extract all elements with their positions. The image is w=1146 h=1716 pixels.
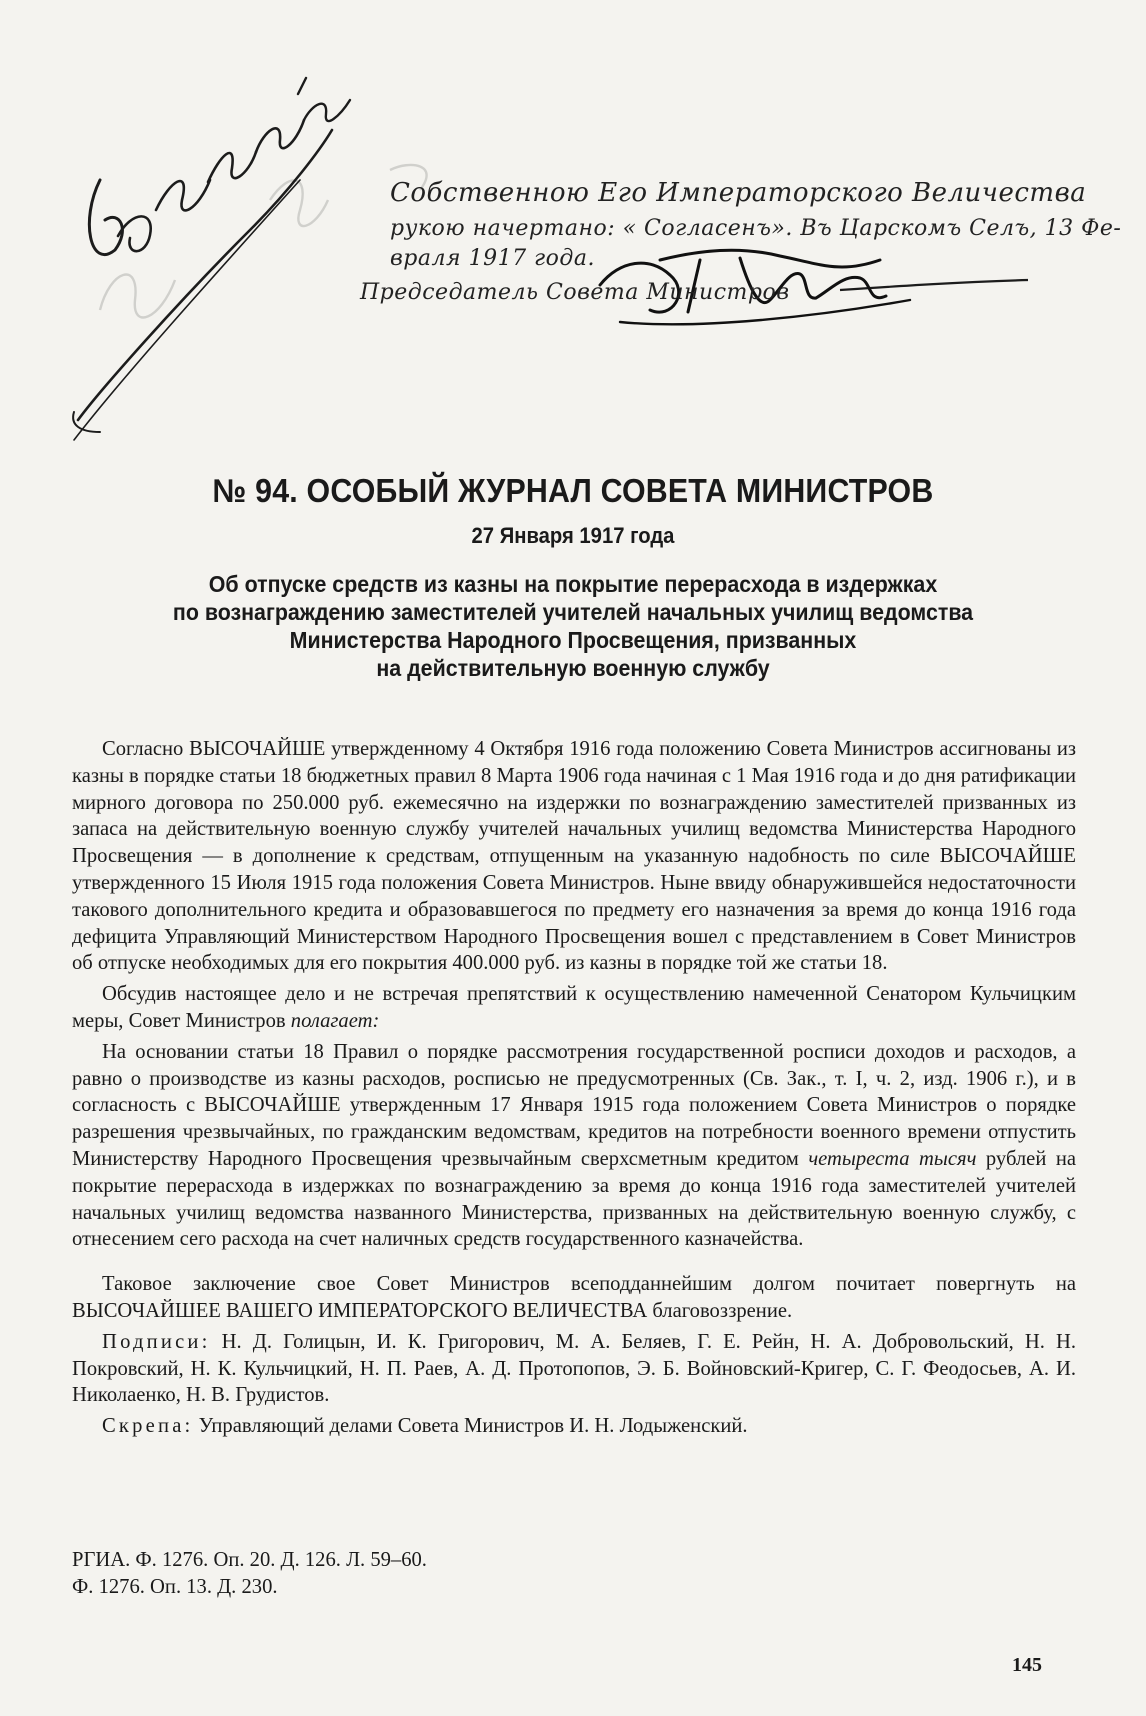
margin-resolution-handwriting (73, 78, 350, 440)
handwritten-line-4: Председатель Совета Министров (360, 280, 790, 305)
archive-reference-2: Ф. 1276. Оп. 13. Д. 230. (72, 1576, 278, 1598)
paragraph-3-italic: четыреста тысяч (808, 1147, 977, 1170)
skrepa-paragraph (72, 1413, 1076, 1440)
subject-line: Об отпуске средств из казны на покрытие перерасхода в издержках (208, 571, 938, 597)
handwritten-line-1: Собственною Его Императорского Величества (390, 178, 1087, 208)
paragraph-2-text: Обсудив настоящее дело и не встречая препятствий к осуществлению намеченной Сенатором Кульчицким меры, Совет Министров (72, 983, 1076, 1032)
archive-reference-1: РГИА. Ф. 1276. Оп. 20. Д. 126. Л. 59–60. (72, 1549, 427, 1571)
paragraph-3-part1: На основании статьи 18 Правил о порядке рассмотрения государственной росписи доходов и расходов, а равно о производстве из казны расходов, росписью не предусмотренных (Св. Зак., т. I, ч. 2, изд. 1906 г.), и в согласность с ВЫСОЧАЙШЕ утвержденным 17 Января 1915 года положением Совета Министров о порядке разрешения чрезвычайных, по гражданским ведомствам, кредитов на потребности военного времени отпустить Министерству Народного Просвещения чрезвычайным сверхсметным кредитом (72, 1040, 1076, 1170)
skrepa-text: Управляющий делами Совета Министров И. Н. Лодыженский. (193, 1415, 748, 1438)
document-title: № 94. ОСОБЫЙ ЖУРНАЛ СОВЕТА МИНИСТРОВ (212, 472, 934, 509)
handwritten-resolution (60, 60, 1122, 500)
signatures-list: Н. Д. Голицын, И. К. Григорович, М. А. Беляев, Г. Е. Рейн, Н. А. Добровольский, Н. Н. Покровский, Н. К. Кульчицкий, Н. П. Раев, А. Д. Протопопов, Э. Б. Войновский-Кригер, С. Г. Феодосьев, А. И. Николаенко, Н. В. Грудистов. (72, 1330, 1076, 1407)
page-number: 145 (1012, 1654, 1042, 1676)
document-body (72, 736, 1076, 1440)
handwritten-line-2: рукою начертано: « Согласенъ». Въ Царскомъ Селъ, 13 Фе- (390, 216, 1122, 241)
paragraph-3-part2: рублей на покрытие перерасхода в издержках по вознаграждению за время до конца 1916 года заместителей учителей начальных училищ ведомства названного Министерства, призванных на действительную военную службу, с отнесением сего расхода на счет наличных средств государственного казначейства. (72, 1147, 1076, 1251)
signatures-paragraph (72, 1329, 1076, 1409)
subject-line: на действительную военную службу (376, 655, 770, 681)
subject-line: по вознаграждению заместителей учителей начальных училищ ведомства (172, 599, 974, 625)
paragraph-2 (72, 981, 1076, 1035)
paragraph-3 (72, 1039, 1076, 1253)
paragraph-4: Таковое заключение свое Совет Министров всеподданнейшим долгом почитает повергнуть на ВЫСОЧАЙШЕЕ ВАШЕГО ИМПЕРАТОРСКОГО ВЕЛИЧЕСТВА благовоззрение. (72, 1273, 1076, 1322)
paragraph-1: Согласно ВЫСОЧАЙШЕ утвержденному 4 Октября 1916 года положению Совета Министров ассигнованы из казны в порядке статьи 18 бюджетных правил 8 Марта 1906 года начиная с 1 Мая 1916 года и до дня ратификации мирного договора по 250.000 руб. ежемесячно на издержки по вознаграждению заместителей призванных из запаса на действительную военную службу учителей начальных училищ ведомства Министерства Народного Просвещения — в дополнение к средствам, отпущенным на указанную надобность по силе ВЫСОЧАЙШЕ утвержденного 15 Июля 1915 года положения Совета Министров. Ныне ввиду обнаружившейся недостаточности такового дополнительного кредита и образовавшегося по предмету его назначения за время до конца 1916 года дефицита Управляющий Министерством Народного Просвещения вошел с представлением в Совет Министров об отпуске необходимых для его покрытия 400.000 руб. из казны в порядке той же статьи 18. (72, 738, 1076, 975)
subject-line: Министерства Народного Просвещения, призванных (289, 627, 857, 653)
document-date: 27 Января 1917 года (471, 523, 675, 548)
archive-references (72, 1547, 427, 1601)
skrepa-label: Скрепа: (102, 1415, 194, 1438)
signatures-label: Подписи: (102, 1330, 211, 1353)
document-subject (115, 570, 1032, 682)
paragraph-2-italic: полагает: (290, 1009, 380, 1032)
handwritten-line-3: враля 1917 года. (390, 246, 595, 271)
